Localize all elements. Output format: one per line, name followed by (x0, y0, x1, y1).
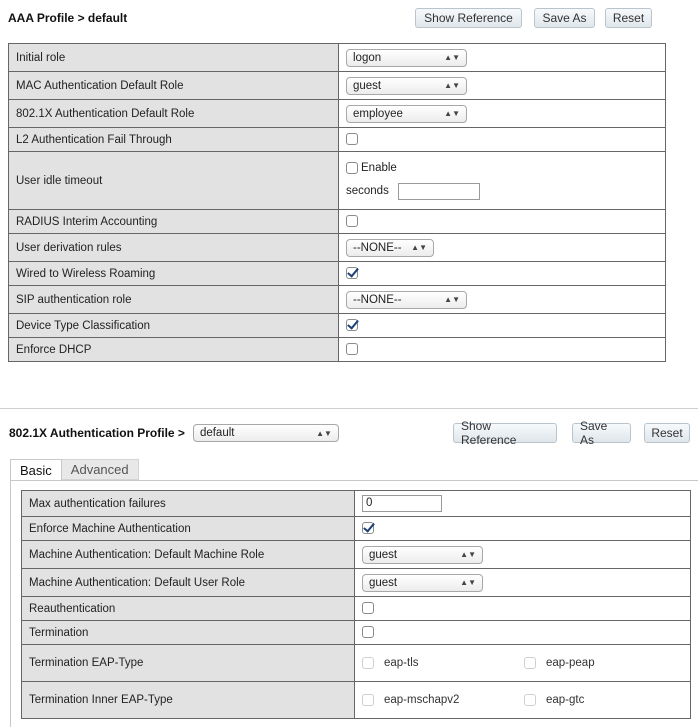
dot1x-profile-header (9, 418, 339, 448)
machine-default-machine-role-value: guest (369, 548, 398, 561)
mac-default-role-value: guest (353, 79, 382, 92)
radius-interim-checkbox[interactable] (346, 215, 358, 227)
reauthentication-label: Reauthentication (22, 597, 355, 621)
eap-mschapv2-checkbox[interactable] (362, 694, 374, 706)
sip-role-label: SIP authentication role (9, 286, 339, 314)
table-row (9, 72, 666, 100)
dot1x-default-role-select[interactable] (346, 105, 467, 123)
table-row (9, 210, 666, 234)
select-arrow-icon: ▲▼ (316, 428, 332, 438)
sip-role-select[interactable] (346, 291, 467, 309)
enforce-machine-auth-checkbox[interactable] (362, 522, 374, 534)
idle-timeout-label: User idle timeout (9, 152, 339, 210)
enforce-machine-auth-label: Enforce Machine Authentication (22, 517, 355, 541)
select-arrow-icon: ▲▼ (460, 578, 476, 587)
dot1x-profile-title: 802.1X Authentication Profile > (9, 426, 185, 440)
enforce-dhcp-label: Enforce DHCP (9, 338, 339, 362)
dot1x-tab-bar (10, 459, 139, 480)
dot1x-default-role-value: employee (353, 107, 403, 120)
idle-timeout-seconds-input[interactable] (398, 183, 480, 200)
select-arrow-icon: ▲▼ (444, 109, 460, 118)
aaa-profile-title: AAA Profile > default (8, 11, 128, 25)
table-row (9, 286, 666, 314)
initial-role-select[interactable] (346, 49, 467, 67)
table-row (22, 682, 691, 719)
mac-default-role-select[interactable] (346, 77, 467, 95)
table-row (22, 621, 691, 645)
max-failures-input[interactable]: 0 (362, 495, 442, 512)
dot1x-profile-select[interactable] (193, 424, 339, 442)
table-row (9, 234, 666, 262)
dot1x-show-reference-button[interactable]: Show Reference (453, 423, 557, 443)
reauthentication-checkbox[interactable] (362, 602, 374, 614)
dot1x-save-as-button[interactable]: Save As (572, 423, 631, 443)
table-row (9, 262, 666, 286)
machine-default-machine-role-select[interactable] (362, 546, 483, 564)
termination-inner-eap-label: Termination Inner EAP-Type (22, 682, 355, 719)
table-row (9, 128, 666, 152)
table-row (9, 152, 666, 210)
l2-fail-through-label: L2 Authentication Fail Through (9, 128, 339, 152)
dot1x-profile-select-value: default (199, 427, 235, 439)
aaa-show-reference-button[interactable]: Show Reference (415, 8, 522, 28)
eap-mschapv2-label: eap-mschapv2 (384, 694, 460, 706)
eap-tls-checkbox[interactable] (362, 657, 374, 669)
machine-default-user-role-select[interactable] (362, 574, 483, 592)
device-class-label: Device Type Classification (9, 314, 339, 338)
termination-checkbox[interactable] (362, 626, 374, 638)
idle-timeout-enable-label: Enable (361, 161, 397, 174)
machine-default-user-role-value: guest (369, 576, 398, 589)
termination-eap-label: Termination EAP-Type (22, 645, 355, 682)
tab-advanced[interactable]: Advanced (62, 459, 139, 480)
aaa-profile-header (8, 3, 127, 33)
l2-fail-through-checkbox[interactable] (346, 133, 358, 145)
initial-role-label: Initial role (9, 44, 339, 72)
table-row (22, 517, 691, 541)
aaa-profile-table (8, 43, 666, 362)
table-row (9, 44, 666, 72)
mac-default-role-label: MAC Authentication Default Role (9, 72, 339, 100)
table-row (22, 541, 691, 569)
radius-interim-label: RADIUS Interim Accounting (9, 210, 339, 234)
select-arrow-icon: ▲▼ (444, 53, 460, 62)
eap-peap-label: eap-peap (546, 657, 595, 669)
aaa-save-as-button[interactable]: Save As (534, 8, 595, 28)
enforce-dhcp-checkbox[interactable] (346, 343, 358, 355)
table-row (22, 569, 691, 597)
tab-basic[interactable]: Basic (10, 459, 62, 480)
dot1x-profile-table (21, 490, 691, 719)
idle-timeout-seconds-label: seconds (346, 185, 389, 197)
table-row (22, 491, 691, 517)
section-divider (0, 408, 698, 409)
eap-gtc-label: eap-gtc (546, 694, 585, 706)
wired-roaming-label: Wired to Wireless Roaming (9, 262, 339, 286)
eap-tls-label: eap-tls (384, 657, 419, 669)
derivation-rules-label: User derivation rules (9, 234, 339, 262)
machine-default-user-role-label: Machine Authentication: Default User Role (22, 569, 355, 597)
max-failures-label: Max authentication failures (22, 491, 355, 517)
machine-default-machine-role-label: Machine Authentication: Default Machine Role (22, 541, 355, 569)
device-class-checkbox[interactable] (346, 319, 358, 331)
table-row (9, 338, 666, 362)
select-arrow-icon: ▲▼ (444, 81, 460, 90)
wired-roaming-checkbox[interactable] (346, 267, 358, 279)
aaa-reset-button[interactable]: Reset (605, 8, 652, 28)
eap-gtc-checkbox[interactable] (524, 694, 536, 706)
initial-role-value: logon (353, 51, 382, 64)
select-arrow-icon: ▲▼ (411, 243, 427, 252)
table-row (22, 597, 691, 621)
table-row (9, 314, 666, 338)
termination-label: Termination (22, 621, 355, 645)
table-row (9, 100, 666, 128)
select-arrow-icon: ▲▼ (460, 550, 476, 559)
eap-peap-checkbox[interactable] (524, 657, 536, 669)
derivation-rules-select[interactable] (346, 239, 434, 257)
idle-timeout-enable-checkbox[interactable] (346, 162, 358, 174)
dot1x-default-role-label: 802.1X Authentication Default Role (9, 100, 339, 128)
dot1x-reset-button[interactable]: Reset (644, 423, 690, 443)
derivation-rules-value: --NONE-- (353, 241, 402, 254)
table-row (22, 645, 691, 682)
select-arrow-icon: ▲▼ (444, 295, 460, 304)
sip-role-value: --NONE-- (353, 293, 402, 306)
